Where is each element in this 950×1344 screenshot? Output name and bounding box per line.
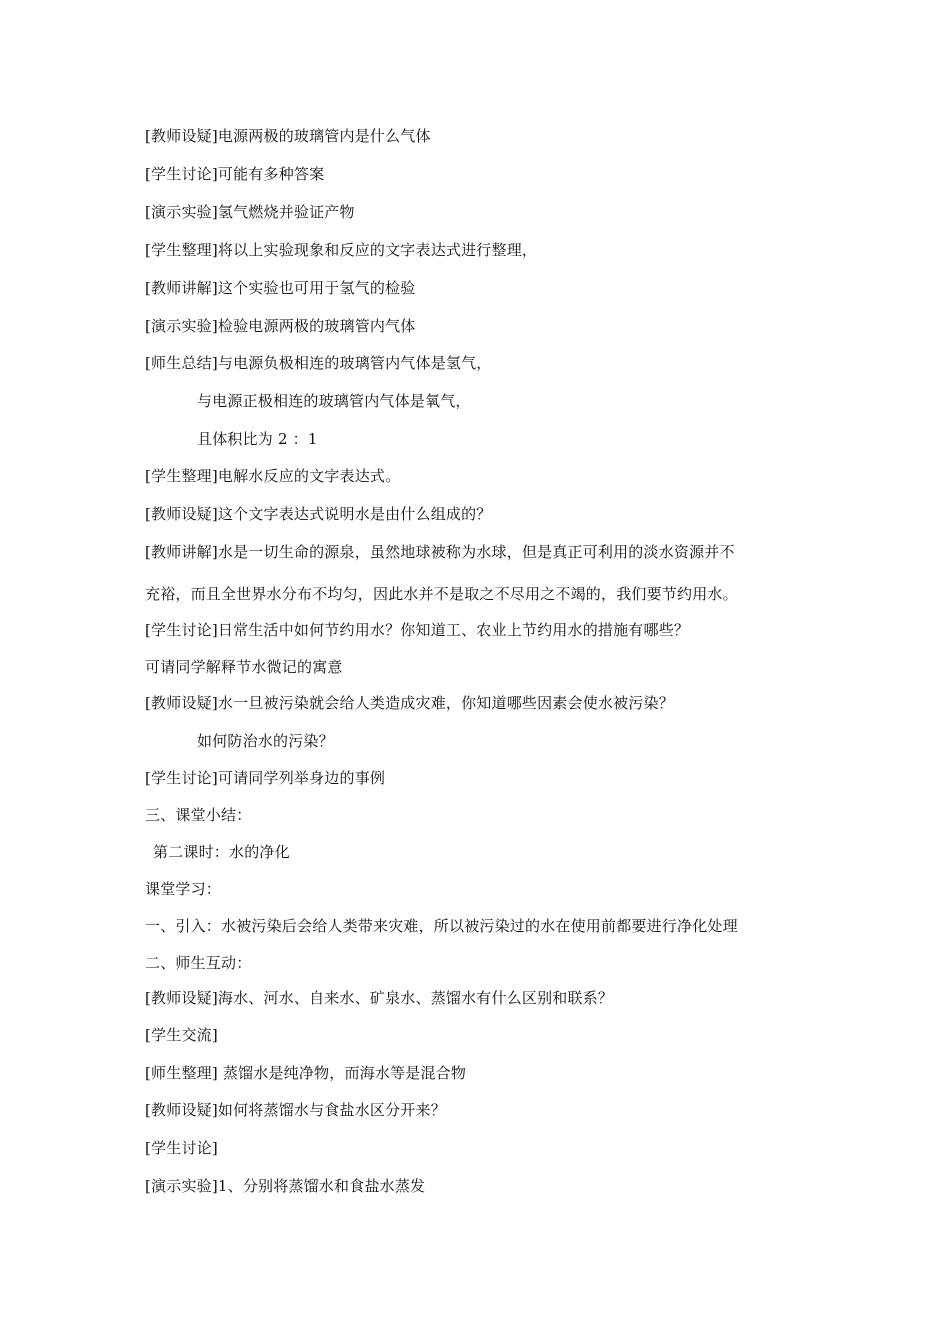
text-line: [教师设疑]电源两极的玻璃管内是什么气体 <box>145 127 431 145</box>
text-line: [学生整理]将以上实验现象和反应的文字表达式进行整理， <box>145 241 538 259</box>
text-line: [教师设疑]海水、河水、自来水、矿泉水、蒸馏水有什么区别和联系？ <box>145 989 614 1007</box>
text-line-indented: 与电源正极相连的玻璃管内气体是氧气， <box>197 392 471 410</box>
text-line: [教师设疑]这个文字表达式说明水是由什么组成的？ <box>145 505 492 523</box>
section-heading: 二、师生互动： <box>145 954 252 972</box>
text-line: [学生整理]电解水反应的文字表达式。 <box>145 467 401 485</box>
text-line: [学生讨论]日常生活中如何节约用水？你知道工、农业上节约用水的措施有哪些？ <box>145 621 690 639</box>
section-heading: 课堂学习： <box>145 880 222 898</box>
text-line: [教师讲解]水是一切生命的源泉，虽然地球被称为水球，但是真正可利用的淡水资源并不 <box>145 543 735 561</box>
text-line: [演示实验]检验电源两极的玻璃管内气体 <box>145 317 416 335</box>
text-line: [师生整理] 蒸馏水是纯净物，而海水等是混合物 <box>145 1064 467 1082</box>
text-line: 可请同学解释节水微记的寓意 <box>145 658 343 676</box>
text-line-indented: 且体积比为 2 ：1 <box>197 430 318 448</box>
text-line: [学生交流] <box>145 1026 218 1044</box>
text-line: [学生讨论] <box>145 1139 218 1157</box>
text-line-indented: 如何防治水的污染？ <box>197 732 334 750</box>
text-line: [教师设疑]水一旦被污染就会给人类造成灾难，你知道哪些因素会使水被污染？ <box>145 694 674 712</box>
text-line: [教师设疑]如何将蒸馏水与食盐水区分开来？ <box>145 1101 446 1119</box>
section-heading: 三、课堂小结： <box>145 806 252 824</box>
text-line: 充裕，而且全世界水分布不均匀，因此水并不是取之不尽用之不竭的，我们要节约用水。 <box>145 585 738 603</box>
lesson-title: 第二课时：水的净化 <box>153 843 290 861</box>
text-line: [教师讲解]这个实验也可用于氢气的检验 <box>145 279 416 297</box>
text-line: [学生讨论]可能有多种答案 <box>145 165 325 183</box>
text-line: [演示实验]1、分别将蒸馏水和食盐水蒸发 <box>145 1177 426 1195</box>
text-line: [师生总结]与电源负极相连的玻璃管内气体是氢气， <box>145 354 492 372</box>
text-line: [演示实验]氢气燃烧并验证产物 <box>145 203 355 221</box>
text-line: [学生讨论]可请同学列举身边的事例 <box>145 769 386 787</box>
text-line: 一、引入：水被污染后会给人类带来灾难，所以被污染过的水在使用前都要进行净化处理 <box>145 917 738 935</box>
